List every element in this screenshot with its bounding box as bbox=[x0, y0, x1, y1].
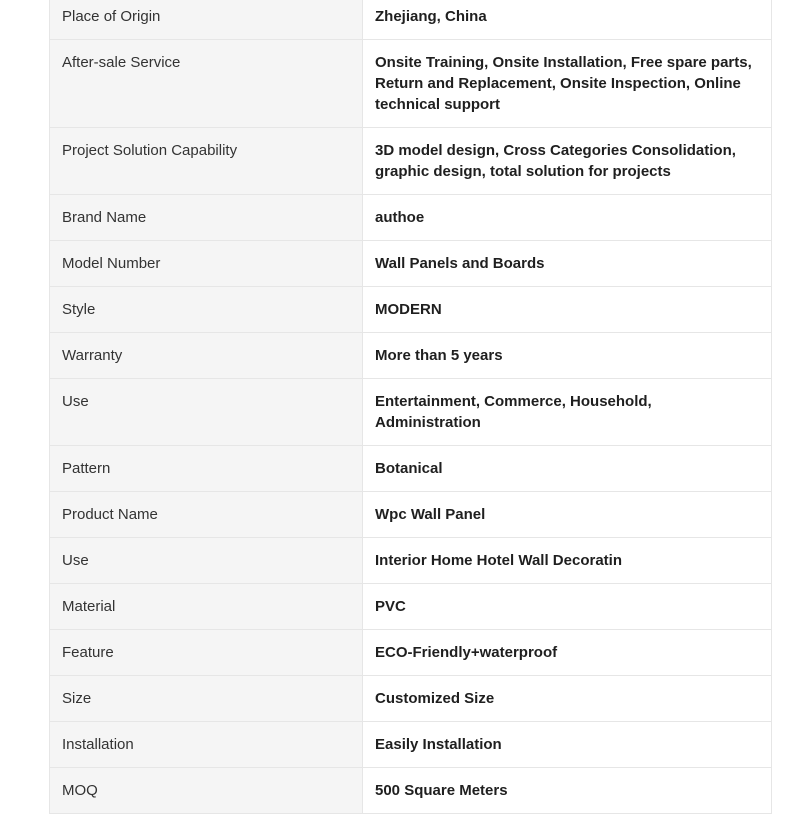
table-row bbox=[50, 630, 772, 676]
spec-value: PVC bbox=[363, 584, 772, 630]
spec-label: Brand Name bbox=[50, 195, 363, 241]
spec-label: Use bbox=[50, 379, 363, 446]
table-row bbox=[50, 676, 772, 722]
spec-label: Style bbox=[50, 287, 363, 333]
table-row bbox=[50, 128, 772, 195]
spec-value: Easily Installation bbox=[363, 722, 772, 768]
table-row bbox=[50, 379, 772, 446]
spec-label: Use bbox=[50, 538, 363, 584]
table-row bbox=[50, 722, 772, 768]
table-row bbox=[50, 492, 772, 538]
table-row bbox=[50, 287, 772, 333]
spec-value: Wpc Wall Panel bbox=[363, 492, 772, 538]
table-row bbox=[50, 0, 772, 40]
table-row bbox=[50, 768, 772, 814]
spec-label: Warranty bbox=[50, 333, 363, 379]
spec-value: Interior Home Hotel Wall Decoratin bbox=[363, 538, 772, 584]
spec-label: Pattern bbox=[50, 446, 363, 492]
spec-value: authoe bbox=[363, 195, 772, 241]
table-row bbox=[50, 195, 772, 241]
table-row bbox=[50, 538, 772, 584]
spec-value: Customized Size bbox=[363, 676, 772, 722]
product-spec-table bbox=[49, 0, 772, 814]
spec-label: Material bbox=[50, 584, 363, 630]
spec-label: Product Name bbox=[50, 492, 363, 538]
spec-label: Place of Origin bbox=[50, 0, 363, 40]
spec-value: 500 Square Meters bbox=[363, 768, 772, 814]
spec-value: MODERN bbox=[363, 287, 772, 333]
table-row bbox=[50, 446, 772, 492]
spec-table-body bbox=[50, 0, 772, 814]
spec-value: Onsite Training, Onsite Installation, Free spare parts, Return and Replacement, Onsite Inspection, Online technical support bbox=[363, 40, 772, 128]
spec-value: Entertainment, Commerce, Household, Administration bbox=[363, 379, 772, 446]
table-row bbox=[50, 584, 772, 630]
spec-label: Installation bbox=[50, 722, 363, 768]
table-row bbox=[50, 333, 772, 379]
table-row bbox=[50, 241, 772, 287]
spec-value: Zhejiang, China bbox=[363, 0, 772, 40]
spec-label: Feature bbox=[50, 630, 363, 676]
spec-value: ECO-Friendly+waterproof bbox=[363, 630, 772, 676]
spec-label: Model Number bbox=[50, 241, 363, 287]
table-row bbox=[50, 40, 772, 128]
spec-value: Botanical bbox=[363, 446, 772, 492]
spec-label: MOQ bbox=[50, 768, 363, 814]
spec-value: 3D model design, Cross Categories Consolidation, graphic design, total solution for projects bbox=[363, 128, 772, 195]
spec-label: Size bbox=[50, 676, 363, 722]
spec-label: Project Solution Capability bbox=[50, 128, 363, 195]
spec-value: Wall Panels and Boards bbox=[363, 241, 772, 287]
spec-label: After-sale Service bbox=[50, 40, 363, 128]
spec-value: More than 5 years bbox=[363, 333, 772, 379]
